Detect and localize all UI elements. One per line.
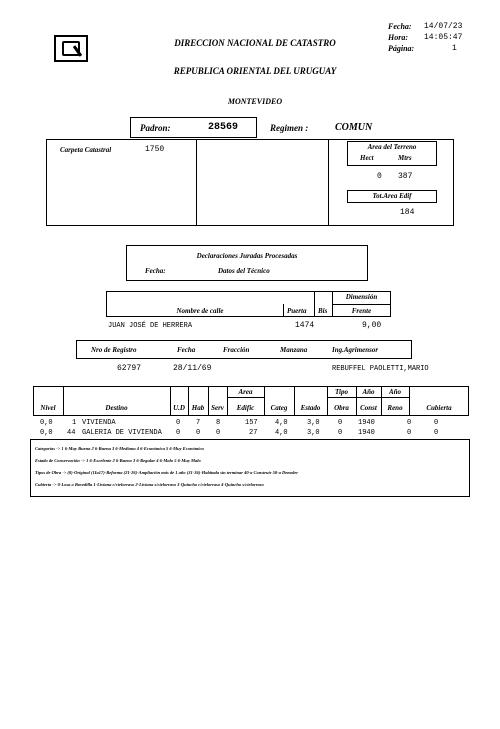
hora-label: Hora: <box>388 33 408 42</box>
nro-registro-value: 62797 <box>117 364 142 373</box>
row2-cubierta: 0 <box>434 429 439 437</box>
registro-fecha-value: 28/11/69 <box>173 364 212 373</box>
hect-value: 0 <box>377 172 382 181</box>
frente-value: 9,00 <box>362 321 382 330</box>
calle-divider-1 <box>283 304 284 317</box>
col-destino: Destino <box>105 404 128 412</box>
bis-label: Bis <box>318 307 328 315</box>
calle-divider-2 <box>314 291 315 317</box>
fecha-value: 14/07/23 <box>424 22 463 31</box>
department-name: MONTEVIDEO <box>227 97 283 106</box>
declaraciones-tecnico-label: Datos del Técnico <box>218 267 270 275</box>
col-tipo-bottom: Obra <box>334 404 349 412</box>
legend-categorias: Categorías -> 1 6-Muy Buena 2 6-Buena 3 6-Mediana 4 6-Económica 5 6-Muy Económica <box>35 446 204 451</box>
ing-agrimensor-value: REBUFFEL PAOLETTI,MARIO <box>332 365 429 373</box>
catastro-logo-icon <box>54 35 88 62</box>
edif-value: 184 <box>400 208 415 217</box>
declaraciones-box <box>126 245 368 281</box>
col-area-top: Area <box>238 388 253 396</box>
col-anio-reno-top: Año <box>388 388 402 396</box>
declaraciones-fecha-label: Fecha: <box>145 267 166 275</box>
mtrs-value: 387 <box>398 172 413 181</box>
row2-hab: 0 <box>196 429 201 437</box>
row2-serv: 0 <box>216 429 221 437</box>
dimension-label: Dimensión <box>345 293 378 301</box>
puerta-label: Puerta <box>287 307 307 315</box>
col-tipo-top: Tipo <box>335 388 348 396</box>
pagina-value: 1 <box>452 44 457 53</box>
row1-cubierta: 0 <box>434 419 439 427</box>
row2-tipo: 0 <box>338 429 343 437</box>
nro-registro-label: Nro de Registro <box>91 346 137 354</box>
row1-tipo: 0 <box>338 419 343 427</box>
declaraciones-title: Declaraciones Juradas Procesadas <box>196 252 298 260</box>
row1-const: 1940 <box>358 419 375 427</box>
row2-const: 1940 <box>358 429 375 437</box>
carpeta-value: 1750 <box>145 145 165 154</box>
row1-nivel: 0,0 <box>40 419 53 427</box>
units-sub-2 <box>327 397 409 398</box>
col-categ: Categ <box>270 404 288 412</box>
row2-destino: GALERIA DE VIVIENDA <box>82 429 162 437</box>
edif-label: Tot.Area Edif <box>372 192 412 200</box>
row2-estado: 3,0 <box>307 429 320 437</box>
row1-serv: 8 <box>216 419 221 427</box>
row1-ud: 0 <box>176 419 181 427</box>
hora-value: 14:05:47 <box>424 33 463 42</box>
calle-nombre-value: JUAN JOSÉ DE HERRERA <box>108 322 193 330</box>
row1-categ: 4,0 <box>275 419 288 427</box>
col-anio-bottom: Const <box>360 404 377 412</box>
row1-estado: 3,0 <box>307 419 320 427</box>
legend-tipos-obra: Tipos de Obra -> (0)-Original (1Ia17)-Reforma (21-26)-Ampliación más de 1 año (31-36)-Habitada sin terminar 40-a Construir 50-a Demoler <box>35 470 299 475</box>
row2-reno: 0 <box>407 429 412 437</box>
mtrs-label: Mtrs <box>398 154 412 162</box>
row1-area: 157 <box>245 419 258 427</box>
registro-fecha-label: Fecha <box>177 346 196 354</box>
legend-cubierta: Cubierta -> 0-Losa o Bovedilla 1-Liviana c/cielorraso 2-Liviana s/cielorraso 3-Quincho c/cielorraso 4-Quincho s/cielorraso <box>35 482 264 487</box>
col-serv: Serv <box>211 404 224 412</box>
col-anio-top: Año <box>362 388 375 396</box>
col-anio-reno-bottom: Reno <box>387 404 403 412</box>
row1-num: 1 <box>72 419 77 427</box>
calle-divider-4 <box>332 304 391 305</box>
fecha-label: Fecha: <box>388 22 412 31</box>
col-area-bottom: Edific <box>236 404 255 412</box>
ing-agrimensor-label: Ing.Agrimensor <box>332 346 379 354</box>
row2-area: 27 <box>249 429 258 437</box>
col-cubierta: Cubierta <box>426 404 452 412</box>
pagina-label: Página: <box>388 44 415 53</box>
manzana-label: Manzana <box>280 346 308 354</box>
carpeta-divider-2 <box>328 139 329 226</box>
padron-value: 28569 <box>208 122 239 133</box>
nombre-calle-label: Nombre de calle <box>176 307 224 315</box>
carpeta-divider-1 <box>196 139 197 226</box>
title-catastro: DIRECCION NACIONAL DE CATASTRO <box>174 38 336 48</box>
legend-estado: Estado de Conservación -> 1 6-Excelente 2 6-Bueno 3 6-Regular 4 6-Malo 5 6-Muy Malo <box>35 458 201 463</box>
row2-categ: 4,0 <box>275 429 288 437</box>
padron-label: Padron: <box>140 123 171 133</box>
col-hab: Hab <box>191 404 205 412</box>
row2-ud: 0 <box>176 429 181 437</box>
row2-nivel: 0,0 <box>40 429 53 437</box>
fraccion-label: Fracción <box>223 346 250 354</box>
row1-hab: 7 <box>196 419 201 427</box>
frente-label: Frente <box>351 307 372 315</box>
carpeta-label: Carpeta Catastral <box>60 146 112 154</box>
col-ud: U.D <box>173 404 185 412</box>
regimen-value: COMUN <box>335 122 373 133</box>
puerta-value: 1474 <box>295 321 315 330</box>
regimen-label: Regimen : <box>270 123 309 133</box>
row1-destino: VIVIENDA <box>82 419 116 427</box>
col-nivel: Nivel <box>40 404 56 412</box>
terreno-title: Area del Terreno <box>367 143 417 151</box>
title-republica: REPUBLICA ORIENTAL DEL URUGUAY <box>173 66 337 76</box>
units-sub-1 <box>227 397 264 398</box>
row2-num: 44 <box>67 429 76 437</box>
col-estado: Estado <box>300 404 321 412</box>
hect-label: Hect <box>360 154 374 162</box>
row1-reno: 0 <box>407 419 412 427</box>
